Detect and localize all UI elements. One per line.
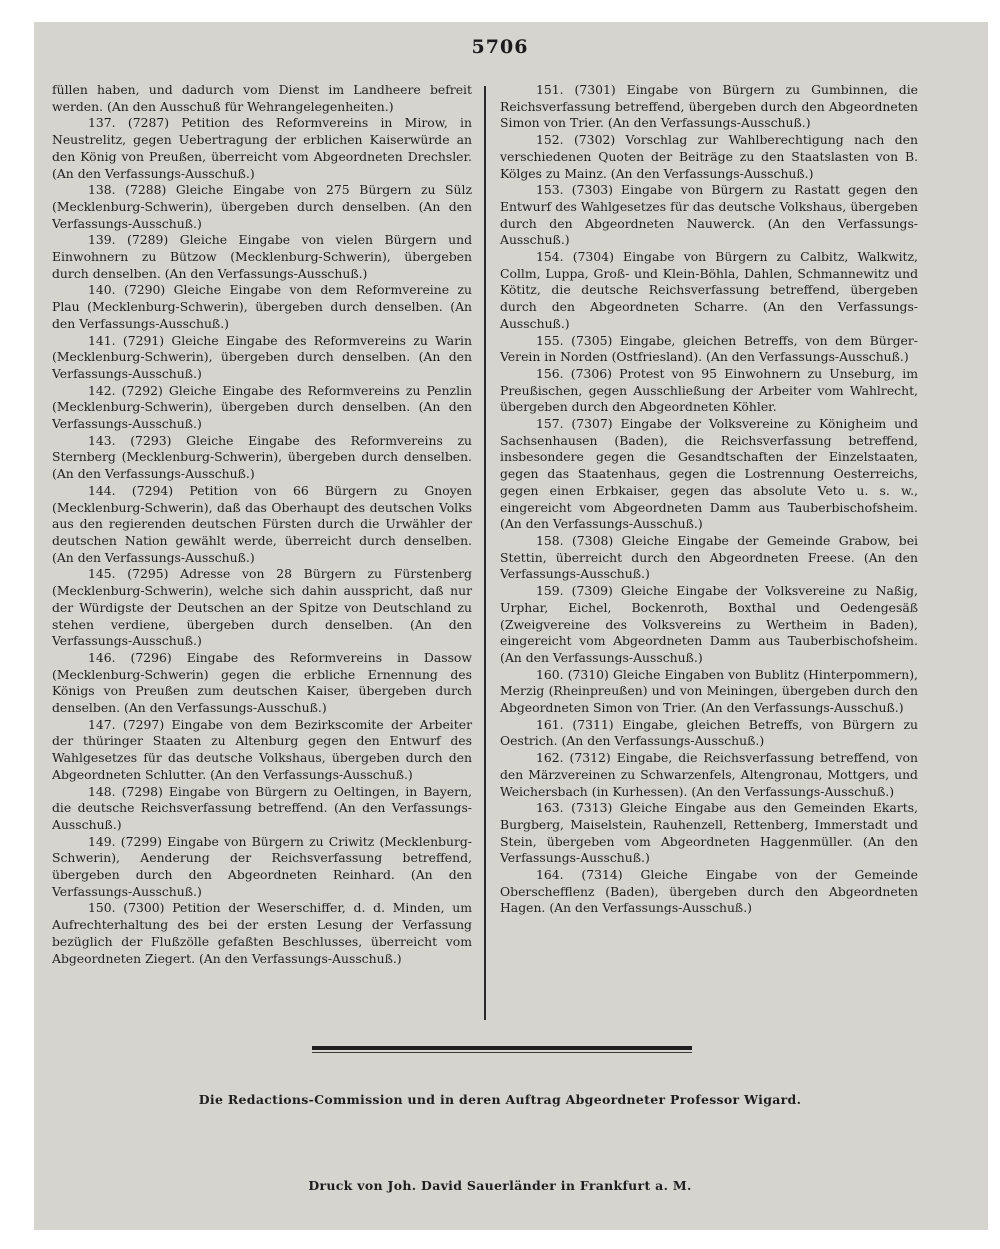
petition-entry: 147. (7297) Eingabe von dem Bezirkscomite der Arbeiter der thüringer Staaten zu Altenburg gegen den Entwurf des Wahlgesetzes für das deutsche Volkshaus, übergeben durch den Abgeordneten Schlutter. (An den Verfassungs-Ausschuß.) xyxy=(52,716,472,782)
petition-entry: 139. (7289) Gleiche Eingabe von vielen Bürgern und Einwohnern zu Bützow (Mecklenburg-Schwerin), übergeben durch denselben. (An den Verfassungs-Ausschuß.) xyxy=(52,232,472,281)
petition-entry: 164. (7314) Gleiche Eingabe von der Gemeinde Oberschefflenz (Baden), übergeben durch den Abgeordneten Hagen. (An den Verfassungs-Ausschuß.) xyxy=(500,867,918,916)
closing-rule xyxy=(312,1046,692,1050)
petition-entry: 149. (7299) Eingabe von Bürgern zu Criwitz (Mecklenburg-Schwerin), Aenderung der Reichsverfassung betreffend, übergeben durch den Abgeordneten Reinhard. (An den Verfassungs-Ausschuß.) xyxy=(52,833,472,899)
petition-entry: 154. (7304) Eingabe von Bürgern zu Calbitz, Walkwitz, Collm, Luppa, Groß- und Klein-Böhla, Dahlen, Schmannewitz und Kötitz, die deutsche Reichsverfassung betreffend, übergeben durch den Abgeordneten Scharre. (An den Verfassungs-Ausschuß.) xyxy=(500,249,918,331)
petition-entry: 156. (7306) Protest von 95 Einwohnern zu Unseburg, im Preußischen, gegen Ausschließung der Arbeiter vom Wahlrecht, übergeben durch den Abgeordneten Köhler. xyxy=(500,365,918,415)
petition-entry: 148. (7298) Eingabe von Bürgern zu Oeltingen, in Bayern, die deutsche Reichsverfassung betreffend. (An den Verfassungs-Ausschuß.) xyxy=(52,783,472,832)
petition-entry: 157. (7307) Eingabe der Volksvereine zu Königheim und Sachsenhausen (Baden), die Reichsverfassung betreffend, insbesondere gegen die Gesandtschaften der Einzelstaaten, gegen das Staatenhaus, gegen die Lostrennung Oesterreichs, gegen einen Erbkaiser, gegen das absolute Veto u. s. w., eingereicht vom Abgeordneten Damm aus Tauberbischofsheim. (An den Verfassungs-Ausschuß.) xyxy=(500,416,918,532)
petition-entry: 159. (7309) Gleiche Eingabe der Volksvereine zu Naßig, Urphar, Eichel, Bockenroth, Boxthal und Oedengesäß (Zweigvereine des Volksvereins zu Wertheim in Baden), eingereicht vom Abgeordneten Damm aus Tauberbischofsheim. (An den Verfassungs-Ausschuß.) xyxy=(500,583,918,665)
petition-entry: füllen haben, und dadurch vom Dienst im Landheere befreit werden. (An den Ausschuß für Wehrangelegenheiten.) xyxy=(52,82,472,114)
closing-rule-thin xyxy=(312,1052,692,1053)
petition-entry: 145. (7295) Adresse von 28 Bürgern zu Fürstenberg (Mecklenburg-Schwerin), welche sich dahin ausspricht, daß nur der Würdigste der Deutschen an der Spitze von Deutschland zu stehen verdiene, übergeben durch denselben. (An den Verfassungs-Ausschuß.) xyxy=(52,566,472,649)
petition-entry: 143. (7293) Gleiche Eingabe des Reformvereins zu Sternberg (Mecklenburg-Schwerin), übergeben durch denselben. (An den Verfassungs-Ausschuß.) xyxy=(52,432,472,482)
commission-line: Die Redactions-Commission und in deren Auftrag Abgeordneter Professor Wigard. xyxy=(198,1092,802,1107)
petition-entry: 158. (7308) Gleiche Eingabe der Gemeinde Grabow, bei Stettin, überreicht durch den Abgeordneten Freese. (An den Verfassungs-Ausschuß.) xyxy=(500,532,918,582)
petition-entry: 163. (7313) Gleiche Eingabe aus den Gemeinden Ekarts, Burgberg, Maiselstein, Rauhenzell, Rettenberg, Immerstadt und Stein, übergeben vom Abgeordneten Haggenmüller. (An den Verfassungs-Ausschuß.) xyxy=(500,800,918,866)
petition-entry: 150. (7300) Petition der Weserschiffer, d. d. Minden, um Aufrechterhaltung des bei der ersten Lesung der Verfassung bezüglich der Flußzölle gefaßten Beschlusses, überreicht vom Abgeordneten Ziegert. (An den Verfassungs-Ausschuß.) xyxy=(52,900,472,966)
page-number: 5706 xyxy=(471,36,529,58)
petition-entry: 162. (7312) Eingabe, die Reichsverfassung betreffend, von den Märzvereinen zu Schwarzenfels, Altengronau, Mottgers, und Weichersbach (in Kurhessen). (An den Verfassungs-Ausschuß.) xyxy=(500,750,918,799)
petition-entry: 141. (7291) Gleiche Eingabe des Reformvereins zu Warin (Mecklenburg-Schwerin), übergeben durch denselben. (An den Verfassungs-Ausschuß.) xyxy=(52,332,472,381)
petition-entry: 153. (7303) Eingabe von Bürgern zu Rastatt gegen den Entwurf des Wahlgesetzes für das deutsche Volkshaus, übergeben durch den Abgeordneten Nauwerck. (An den Verfassungs-Ausschuß.) xyxy=(500,182,918,248)
petition-entry: 151. (7301) Eingabe von Bürgern zu Gumbinnen, die Reichsverfassung betreffend, übergeben durch den Abgeordneten Simon von Trier. (An den Verfassungs-Ausschuß.) xyxy=(500,82,918,131)
printer-imprint: Druck von Joh. David Sauerländer in Frankfurt a. M. xyxy=(308,1178,692,1193)
left-column xyxy=(52,82,472,967)
petition-entry: 146. (7296) Eingabe des Reformvereins in Dassow (Mecklenburg-Schwerin) gegen die erbliche Ernennung des Königs von Preußen zum deutschen Kaiser, übergeben durch denselben. (An den Verfassungs-Ausschuß.) xyxy=(52,649,472,716)
petition-entry: 142. (7292) Gleiche Eingabe des Reformvereins zu Penzlin (Mecklenburg-Schwerin), übergeben durch denselben. (An den Verfassungs-Ausschuß.) xyxy=(52,382,472,432)
petition-entry: 152. (7302) Vorschlag zur Wahlberechtigung nach den verschiedenen Quoten der Beiträge zu den Staatslasten von B. Kölges zu Mainz. (An den Verfassungs-Ausschuß.) xyxy=(500,132,918,181)
petition-entry: 137. (7287) Petition des Reformvereins in Mirow, in Neustrelitz, gegen Uebertragung der erblichen Kaiserwürde an den König von Preußen, überreicht vom Abgeordneten Drechsler. (An den Verfassungs-Ausschuß.) xyxy=(52,115,472,181)
petition-entry: 140. (7290) Gleiche Eingabe von dem Reformvereine zu Plau (Mecklenburg-Schwerin), übergeben durch denselben. (An den Verfassungs-Ausschuß.) xyxy=(52,282,472,331)
petition-entry: 161. (7311) Eingabe, gleichen Betreffs, von Bürgern zu Oestrich. (An den Verfassungs-Ausschuß.) xyxy=(500,716,918,749)
right-column xyxy=(500,82,918,917)
petition-entry: 160. (7310) Gleiche Eingaben von Bublitz (Hinterpommern), Merzig (Rheinpreußen) und von Meiningen, übergeben durch den Abgeordneten Simon von Trier. (An den Verfassungs-Ausschuß.) xyxy=(500,666,918,716)
petition-entry: 155. (7305) Eingabe, gleichen Betreffs, von dem Bürger-Verein in Norden (Ostfriesland). (An den Verfassungs-Ausschuß.) xyxy=(500,332,918,365)
petition-entry: 138. (7288) Gleiche Eingabe von 275 Bürgern zu Sülz (Mecklenburg-Schwerin), übergeben durch denselben. (An den Verfassungs-Ausschuß.) xyxy=(52,182,472,231)
column-divider xyxy=(484,86,486,1020)
petition-entry: 144. (7294) Petition von 66 Bürgern zu Gnoyen (Mecklenburg-Schwerin), daß das Oberhaupt des deutschen Volks aus den regierenden deutschen Fürsten durch die Urwähler der deutschen Nation gewählt werde, überreicht durch denselben. (An den Verfassungs-Ausschuß.) xyxy=(52,482,472,565)
